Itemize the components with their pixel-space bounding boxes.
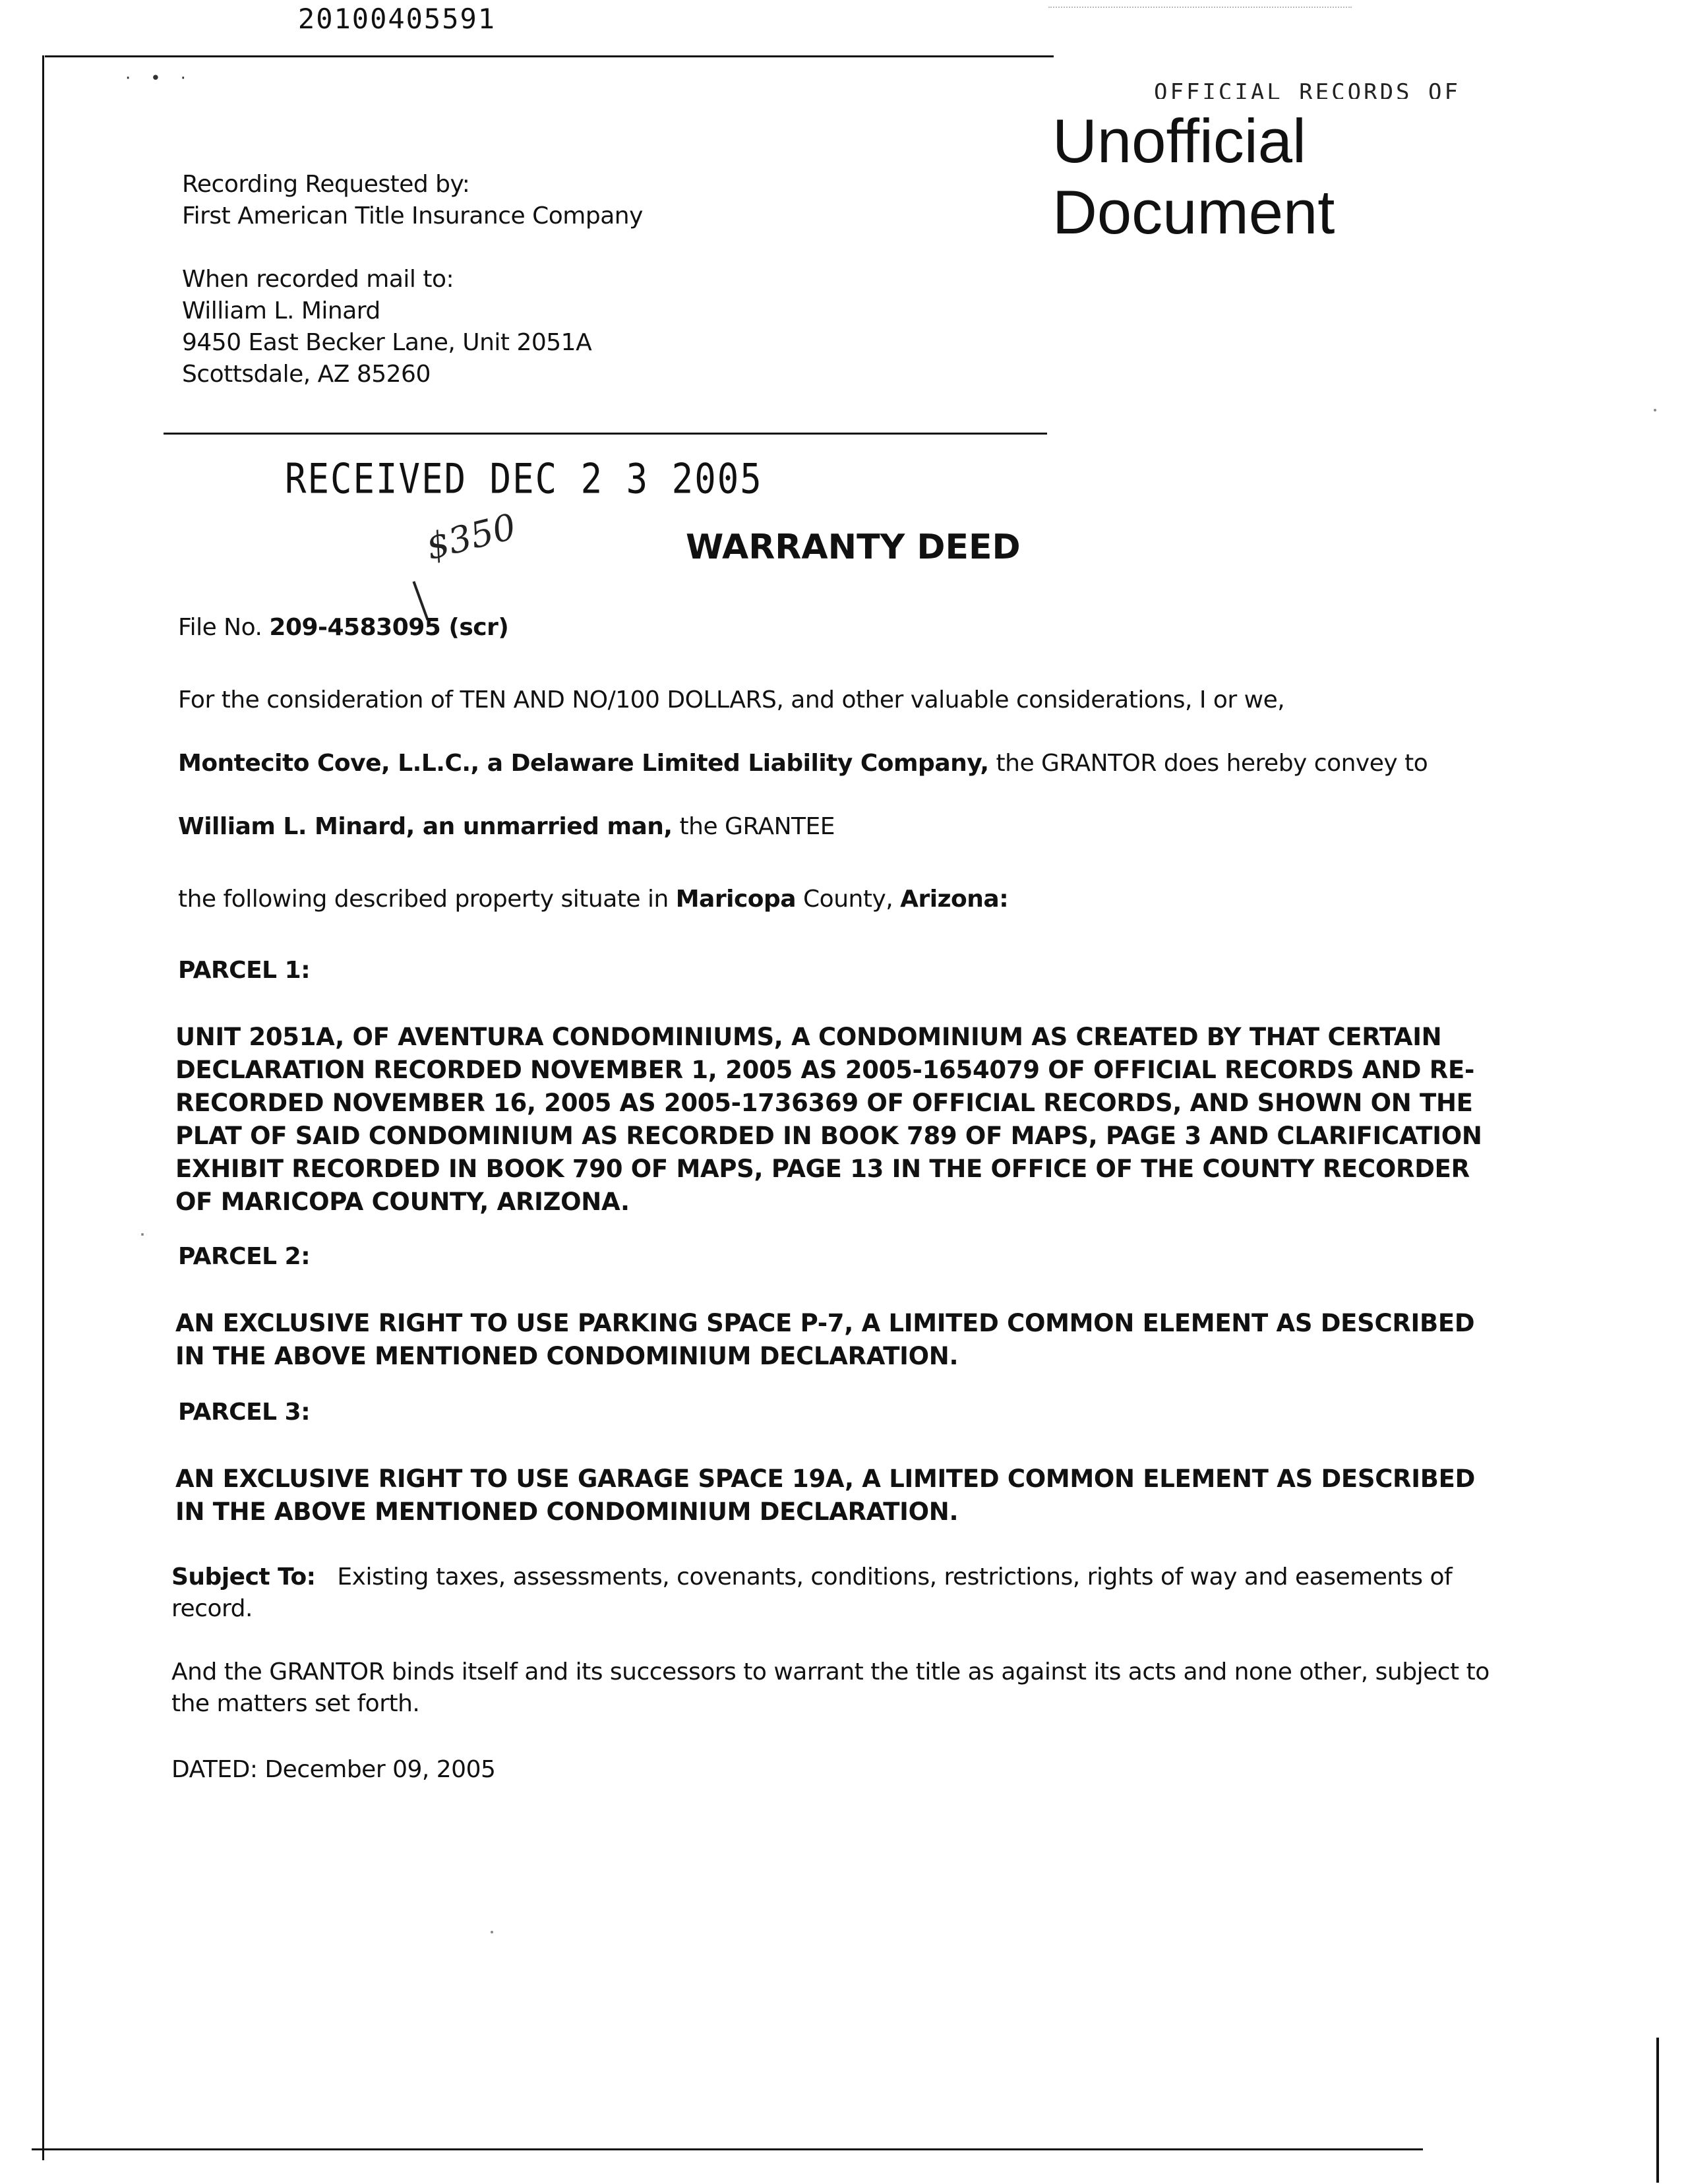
handwritten-fee-note: $350 xyxy=(422,505,520,568)
file-number xyxy=(178,612,1523,644)
mail-to-city: Scottsdale, AZ 85260 xyxy=(182,361,431,388)
grantee-clause xyxy=(178,811,1523,843)
grantee-name: William L. Minard, an unmarried man, xyxy=(178,813,673,840)
mail-to-label: When recorded mail to: xyxy=(182,266,454,293)
warranty-clause xyxy=(171,1656,1543,1720)
grantor-text: the GRANTOR does hereby convey to xyxy=(988,750,1428,777)
document-title: WARRANTY DEED xyxy=(686,528,1021,567)
requested-by-label: Recording Requested by: xyxy=(182,171,470,198)
warranty-line-1: And the GRANTOR binds itself and its successors to warrant the title as against its acts and none other, subject to xyxy=(171,1658,1490,1685)
requested-by-company: First American Title Insurance Company xyxy=(182,202,643,229)
received-stamp: RECEIVED DEC 2 3 2005 xyxy=(285,455,763,503)
parcel-line: AN EXCLUSIVE RIGHT TO USE GARAGE SPACE 19A, A LIMITED COMMON ELEMENT AS DESCRIBED xyxy=(175,1465,1475,1493)
property-clause xyxy=(178,884,1523,915)
mail-to-name: William L. Minard xyxy=(182,297,380,324)
property-county: Maricopa xyxy=(675,886,797,913)
parcel-2-description xyxy=(175,1307,1521,1373)
parcel-1-description xyxy=(175,1021,1521,1219)
scan-speck xyxy=(491,1931,493,1933)
grantee-text: the GRANTEE xyxy=(672,813,835,840)
parcel-line: IN THE ABOVE MENTIONED CONDOMINIUM DECLARATION. xyxy=(175,1498,959,1526)
property-state: Arizona: xyxy=(900,886,1009,913)
property-middle: County, xyxy=(796,886,901,913)
page-border-bottom xyxy=(32,2148,1423,2150)
official-records-header: OFFICIAL RECORDS OF xyxy=(1154,79,1461,99)
scan-speck xyxy=(1654,409,1656,411)
subject-to-line-1: Existing taxes, assessments, covenants, conditions, restrictions, rights of way and easements of xyxy=(337,1563,1453,1591)
parcel-1-heading: PARCEL 1: xyxy=(178,957,311,984)
document-number: 20100405591 xyxy=(297,3,497,35)
grantor-name: Montecito Cove, L.L.C., a Delaware Limited Liability Company, xyxy=(178,750,989,777)
watermark-line-1: Unofficial xyxy=(1052,106,1306,175)
scan-speck xyxy=(141,1233,144,1236)
subject-to-line-2: record. xyxy=(171,1595,253,1622)
parcel-3-heading: PARCEL 3: xyxy=(178,1399,311,1426)
consideration-text: For the consideration of TEN AND NO/100 DOLLARS, and other valuable considerations, I or we, xyxy=(178,686,1285,713)
parcel-line: DECLARATION RECORDED NOVEMBER 1, 2005 AS 2005-1654079 OF OFFICIAL RECORDS AND RE- xyxy=(175,1056,1475,1084)
grantor-clause xyxy=(178,748,1523,779)
page-border-top xyxy=(45,55,1054,57)
dated-line: DATED: December 09, 2005 xyxy=(171,1756,496,1783)
parcel-2-heading: PARCEL 2: xyxy=(178,1243,311,1270)
parcel-line: PLAT OF SAID CONDOMINIUM AS RECORDED IN BOOK 789 OF MAPS, PAGE 3 AND CLARIFICATION xyxy=(175,1122,1482,1150)
watermark-line-2: Document xyxy=(1052,177,1335,247)
page-border-right xyxy=(1656,2038,1659,2183)
mail-to-street: 9450 East Becker Lane, Unit 2051A xyxy=(182,329,592,356)
file-number-value: 209-4583095 (scr) xyxy=(269,614,509,641)
parcel-line: EXHIBIT RECORDED IN BOOK 790 OF MAPS, PAGE 13 IN THE OFFICE OF THE COUNTY RECORDER xyxy=(175,1155,1470,1183)
parcel-line: UNIT 2051A, OF AVENTURA CONDOMINIUMS, A CONDOMINIUM AS CREATED BY THAT CERTAIN xyxy=(175,1023,1442,1051)
page-border-left xyxy=(42,55,44,2160)
parcel-line: IN THE ABOVE MENTIONED CONDOMINIUM DECLARATION. xyxy=(175,1342,959,1370)
scan-specks: ·•· xyxy=(125,69,206,88)
parcel-line: OF MARICOPA COUNTY, ARIZONA. xyxy=(175,1188,630,1216)
parcel-3-description xyxy=(175,1463,1521,1529)
recording-block xyxy=(182,169,643,390)
property-prefix: the following described property situate in xyxy=(178,886,676,913)
subject-to-clause xyxy=(171,1562,1530,1625)
warranty-line-2: the matters set forth. xyxy=(171,1690,420,1717)
subject-to-label: Subject To: xyxy=(171,1563,316,1591)
file-number-label: File No. xyxy=(178,614,262,641)
scan-artifact-dots xyxy=(1048,7,1352,12)
header-divider xyxy=(164,433,1047,435)
unofficial-watermark xyxy=(1052,106,1335,248)
parcel-line: AN EXCLUSIVE RIGHT TO USE PARKING SPACE P-7, A LIMITED COMMON ELEMENT AS DESCRIBED xyxy=(175,1309,1475,1337)
parcel-line: RECORDED NOVEMBER 16, 2005 AS 2005-1736369 OF OFFICIAL RECORDS, AND SHOWN ON THE xyxy=(175,1089,1473,1117)
